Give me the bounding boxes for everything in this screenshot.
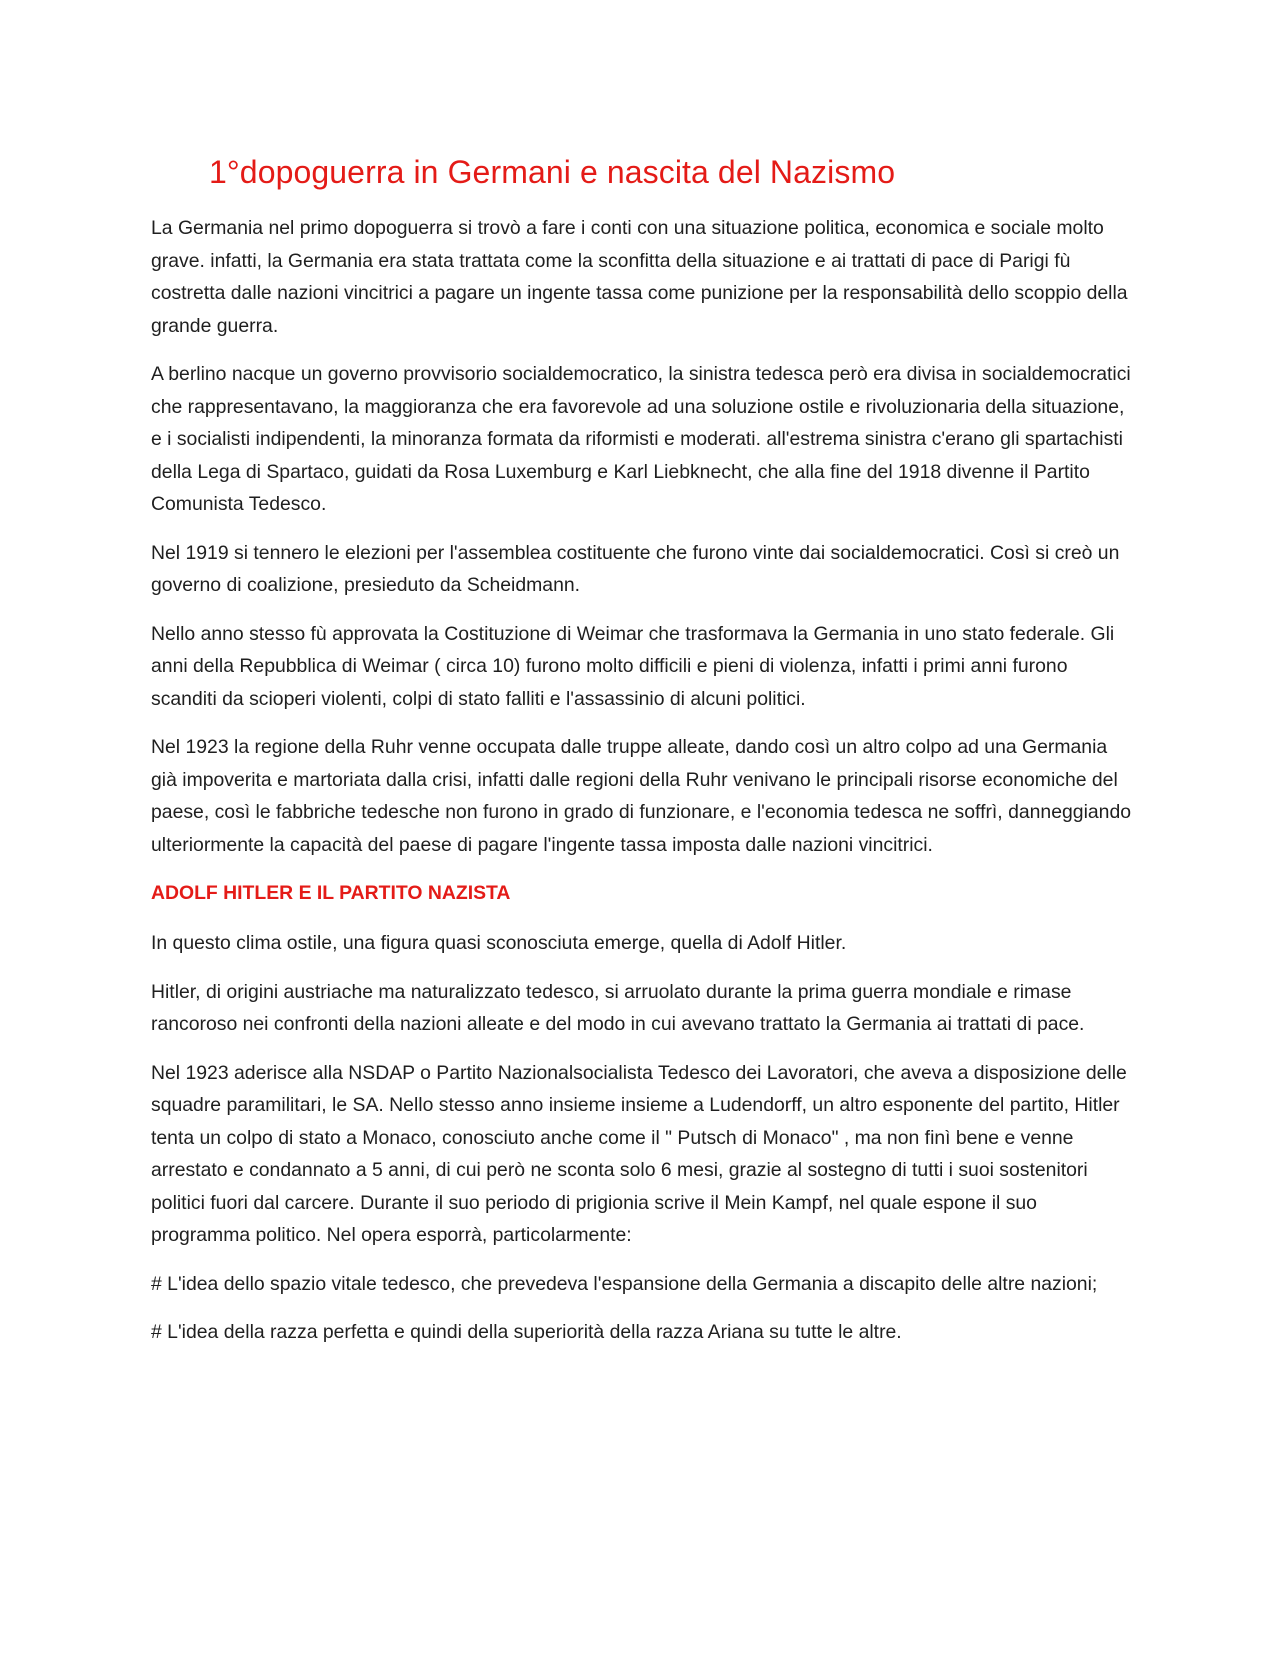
document-title: 1°dopoguerra in Germani e nascita del Nazismo [209,154,896,190]
paragraph: Hitler, di origini austriache ma naturalizzato tedesco, si arruolato durante la prima guerra mondiale e rimase rancoroso nei confronti della nazioni alleate e del modo in cui avevano trattato la Germania ai trattati di pace. [151,980,1085,1035]
paragraph: Nel 1919 si tennero le elezioni per l'assemblea costituente che furono vinte dai socialdemocratici. Così si creò un governo di coalizione, presieduto da Scheidmann. [151,541,1120,596]
section-heading: ADOLF HITLER E IL PARTITO NAZISTA [151,882,511,904]
paragraph: A berlino nacque un governo provvisorio socialdemocratico, la sinistra tedesca però era divisa in socialdemocratici che rappresentavano, la maggioranza che era favorevole ad una soluzione ostile e rivoluzionaria della situazione, e i socialisti indipendenti, la minoranza formata da riformisti e moderati. all'estrema sinistra c'erano gli spartachisti della Lega di Spartaco, guidati da Rosa Luxemburg e Karl Liebknecht, che alla fine del 1918 divenne il Partito Comunista Tedesco. [151,363,1131,515]
paragraph: Nello anno stesso fù approvata la Costituzione di Weimar che trasformava la Germania in uno stato federale. Gli anni della Repubblica di Weimar ( circa 10) furono molto difficili e pieni di violenza, infatti i primi anni furono scanditi da scioperi violenti, colpi di stato falliti e l'assassinio di alcuni politici. [151,622,1115,710]
paragraph: La Germania nel primo dopoguerra si trovò a fare i conti con una situazione politica, economica e sociale molto grave. infatti, la Germania era stata trattata come la sconfitta della situazione e ai trattati di pace di Parigi fù costretta dalle nazioni vincitrici a pagare un ingente tassa come punizione per la responsabilità dello scoppio della grande guerra. [151,217,1128,337]
bullet-paragraph: # L'idea della razza perfetta e quindi della superiorità della razza Ariana su tutte le altre. [151,1321,902,1343]
document-body [151,152,1131,1365]
paragraph: In questo clima ostile, una figura quasi sconosciuta emerge, quella di Adolf Hitler. [151,932,847,954]
paragraph: Nel 1923 la regione della Ruhr venne occupata dalle truppe alleate, dando così un altro colpo ad una Germania già impoverita e martoriata dalla crisi, infatti dalle regioni della Ruhr venivano le principali risorse economiche del paese, così le fabbriche tedesche non furono in grado di funzionare, e l'economia tedesca ne soffrì, danneggiando ulteriormente la capacità del paese di pagare l'ingente tassa imposta dalle nazioni vincitrici. [151,736,1132,856]
paragraph: Nel 1923 aderisce alla NSDAP o Partito Nazionalsocialista Tedesco dei Lavoratori, che aveva a disposizione delle squadre paramilitari, le SA. Nello stesso anno insieme insieme a Ludendorff, un altro esponente del partito, Hitler tenta un colpo di stato a Monaco, conosciuto anche come il " Putsch di Monaco" , ma non finì bene e venne arrestato e condannato a 5 anni, di cui però ne sconta solo 6 mesi, grazie al sostegno di tutti i suoi sostenitori politici fuori dal carcere. Durante il suo periodo di prigionia scrive il Mein Kampf, nel quale espone il suo programma politico. Nel opera esporrà, particolarmente: [151,1061,1127,1246]
bullet-paragraph: # L'idea dello spazio vitale tedesco, che prevedeva l'espansione della Germania a discapito delle altre nazioni; [151,1272,1098,1295]
